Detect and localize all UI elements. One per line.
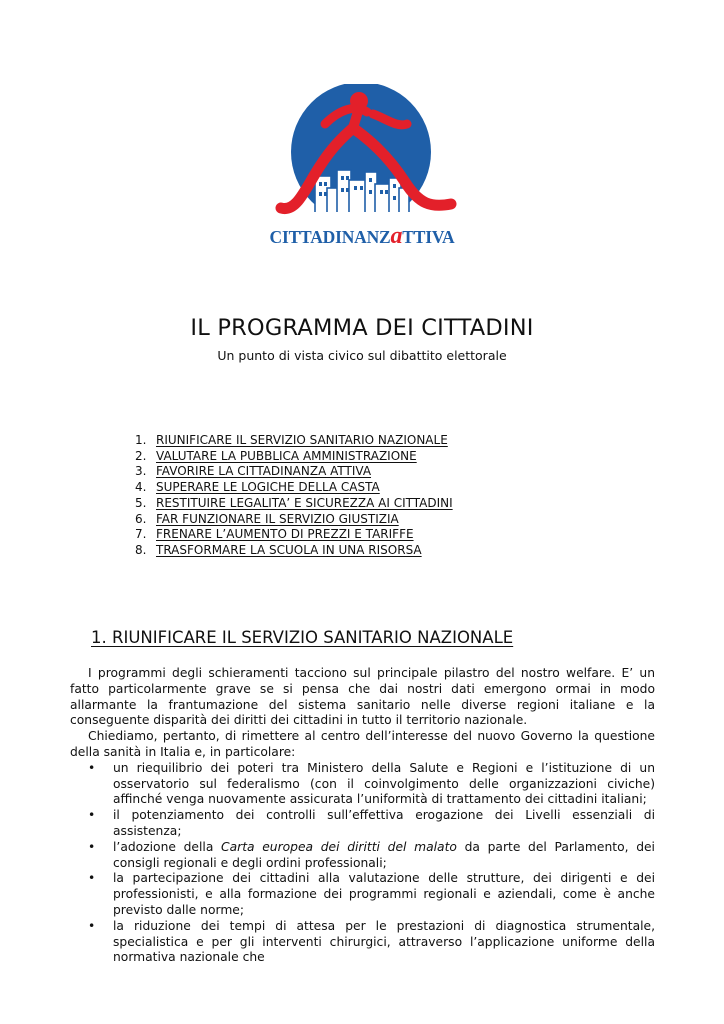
toc-number: 5. [135,495,147,510]
page-subtitle: Un punto di vista civico sul dibattito elettorale [217,348,507,363]
toc-text: FAVORIRE LA CITTADINANZA ATTIVA [156,464,372,479]
toc-item[interactable] [135,464,453,480]
toc-text: RESTITUIRE LEGALITA’ E SICUREZZA AI CITTADINI [156,495,453,510]
toc-text: SUPERARE LE LOGICHE DELLA CASTA [156,480,380,495]
list-item-text: un riequilibrio dei poteri tra Ministero della Salute e Regioni e l’istituzione di un osservatorio sul federalismo (con il coinvolgimento delle organizzazioni civiche) affinché venga nuovamente assicurata l’uniformità di trattamento dei cittadini italiani; [113,760,655,807]
toc-number: 2. [135,448,147,463]
toc-item[interactable] [135,527,453,543]
list-item-text: il potenziamento dei controlli sull’effettiva erogazione dei Livelli essenziali di assistenza; [113,808,655,838]
list-item-text: la riduzione dei tempi di attesa per le prestazioni di diagnostica strumentale, specialistica e per gli interventi chirurgici, attraverso l’applicazione uniforme della normativa nazionale che [113,918,655,965]
list-item [70,871,655,918]
logo-wordmark: CITTADINANZaTTIVA [269,223,455,249]
toc-item[interactable] [135,543,453,559]
logo-figure-head [350,92,368,110]
bullet-icon: • [88,918,96,933]
toc-number: 1. [135,433,147,447]
section-body [70,666,655,966]
toc-item[interactable] [135,496,453,512]
toc-item[interactable] [135,433,453,449]
list-item [70,808,655,840]
toc-number: 4. [135,480,147,495]
list-item [70,840,655,872]
body-paragraph: I programmi degli schieramenti tacciono sul principale pilastro del nostro welfare. E’ un fatto particolarmente grave se si pensa che dai nostri dati emergono ormai in modo allarmante la frantumazione del sistema sanitario nelle diverse regioni italiane e la conseguente disparità dei diritti dei cittadini in tutto il territorio nazionale. [70,666,655,728]
list-item-text: la partecipazione dei cittadini alla valutazione delle strutture, dei dirigenti e dei professionisti, e alla formazione dei programmi regionali e aziendali, come è anche previsto dalle norme; [113,871,655,917]
toc-number: 6. [135,511,147,526]
toc-number: 8. [135,542,147,557]
toc-text: VALUTARE LA PUBBLICA AMMINISTRAZIONE [156,448,417,463]
list-item-text-post: da parte del Parlamento, dei consigli regionali e degli ordini professionali; [113,839,655,870]
toc-number: 3. [135,464,147,479]
bullet-icon: • [88,760,96,775]
charter-title: Carta europea dei diritti del malato [221,839,457,854]
list-item [70,919,655,966]
bullet-list [70,761,655,966]
toc-text: RIUNIFICARE IL SERVIZIO SANITARIO NAZIONALE [156,433,448,447]
page-title: IL PROGRAMMA DEI CITTADINI [190,315,534,341]
list-item [70,761,655,808]
table-of-contents [135,433,453,559]
bullet-icon: • [88,808,96,823]
cittadinanzattiva-logo [255,84,469,256]
toc-item[interactable] [135,512,453,528]
body-paragraph: Chiediamo, pertanto, di rimettere al centro dell’interesse del nuovo Governo la questione della sanità in Italia e, in particolare: [70,729,655,759]
toc-item[interactable] [135,480,453,496]
logo-graphic [255,84,469,256]
toc-item[interactable] [135,449,453,465]
toc-text: FRENARE L’AUMENTO DI PREZZI E TARIFFE [156,527,414,542]
bullet-icon: • [88,871,96,886]
bullet-icon: • [88,839,96,854]
toc-number: 7. [135,527,147,542]
toc-text: TRASFORMARE LA SCUOLA IN UNA RISORSA [156,542,422,557]
list-item-text-pre: l’adozione della [113,839,222,854]
toc-text: FAR FUNZIONARE IL SERVIZIO GIUSTIZIA [156,511,399,526]
section-heading: 1. RIUNIFICARE IL SERVIZIO SANITARIO NAZIONALE [91,628,514,647]
